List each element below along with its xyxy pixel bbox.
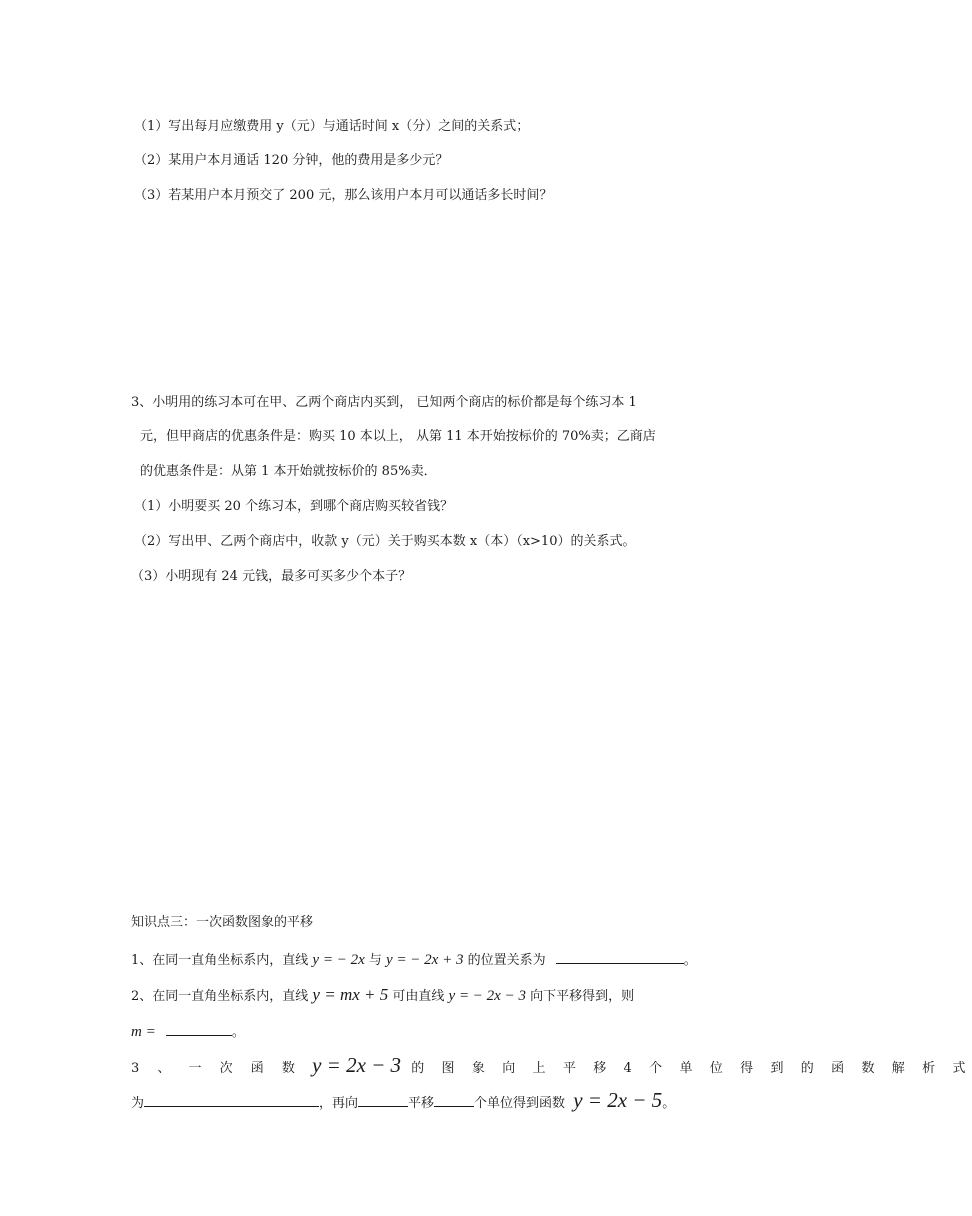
q3-line2-b: 平移: [408, 1096, 435, 1111]
q2-suffix: 向下平移得到，则: [530, 989, 635, 1004]
problem-3-line-1: 3、小明用的练习本可在甲、乙两个商店内买到， 已知两个商店的标价都是每个练习本 1: [131, 395, 637, 410]
q1-answer-blank[interactable]: [556, 948, 684, 964]
q3-suffix: 的 图 象 向 上 平 移 4 个 单 位 得 到 的 函 数 解 析 式: [411, 1061, 972, 1076]
question-1-3: （3）若某用户本月预交了 200 元，那么该用户本月可以通话多长时间？: [134, 188, 553, 203]
section-heading: 知识点三：一次函数图象的平移: [131, 915, 314, 930]
problem-3-question-3: （3）小明现有 24 元钱，最多可买多少个本子？: [131, 569, 412, 584]
section-3-question-2-line-1: [131, 985, 634, 1007]
section-3-question-3-line-2: [131, 1087, 675, 1117]
q1-mid: 与: [368, 953, 382, 968]
question-1-2: （2）某用户本月通话 120 分钟，他的费用是多少元？: [134, 153, 449, 168]
q1-end: 。: [683, 953, 697, 968]
q2-equation-2: y = − 2x − 3: [448, 988, 526, 1004]
q2-mid: 可由直线: [392, 989, 445, 1004]
q3-prefix: 3 、 一 次 函 数: [131, 1061, 302, 1076]
problem-3-question-1: （1）小明要买 20 个练习本，到哪个商店购买较省钱？: [134, 499, 454, 514]
q2-answer-blank[interactable]: [166, 1020, 232, 1036]
q3-line2-start: 为: [131, 1096, 145, 1111]
q3-answer-blank-1[interactable]: [144, 1091, 319, 1107]
q3-answer-blank-2[interactable]: [358, 1091, 408, 1107]
q3-line2-c: 个单位得到函数: [474, 1096, 566, 1111]
section-3-question-1: [131, 948, 697, 971]
q1-prefix: 1、在同一直角坐标系内，直线: [131, 953, 309, 968]
q2-equation-1: y = mx + 5: [312, 985, 389, 1004]
q1-equation-2: y = − 2x + 3: [386, 952, 464, 968]
q2-end: 。: [231, 1025, 245, 1040]
q3-equation-1: y = 2x − 3: [312, 1053, 402, 1077]
q3-equation-2: y = 2x − 5: [573, 1088, 663, 1112]
q3-line2-a: ，再向: [319, 1096, 359, 1111]
q2-prefix: 2、在同一直角坐标系内，直线: [131, 989, 309, 1004]
q1-suffix: 的位置关系为: [467, 953, 546, 968]
problem-3-question-2: （2）写出甲、乙两个商店中，收款 y（元）关于购买本数 x（本）（x>10）的关系式。: [134, 534, 636, 549]
section-3-question-3-line-1: [131, 1052, 972, 1082]
q3-answer-blank-3[interactable]: [434, 1091, 474, 1107]
problem-3-line-2: 元，但甲商店的优惠条件是：购买 10 本以上， 从第 11 本开始按标价的 70%卖；乙商店: [140, 429, 656, 444]
q1-equation-1: y = − 2x: [312, 952, 365, 968]
q3-end: 。: [662, 1096, 676, 1111]
section-3-question-2-line-2: [131, 1020, 245, 1043]
question-1-1: （1）写出每月应缴费用 y（元）与通话时间 x（分）之间的关系式；: [134, 119, 530, 134]
problem-3-line-3: 的优惠条件是：从第 1 本开始就按标价的 85%卖．: [140, 464, 437, 479]
q2-variable: m =: [131, 1024, 156, 1040]
